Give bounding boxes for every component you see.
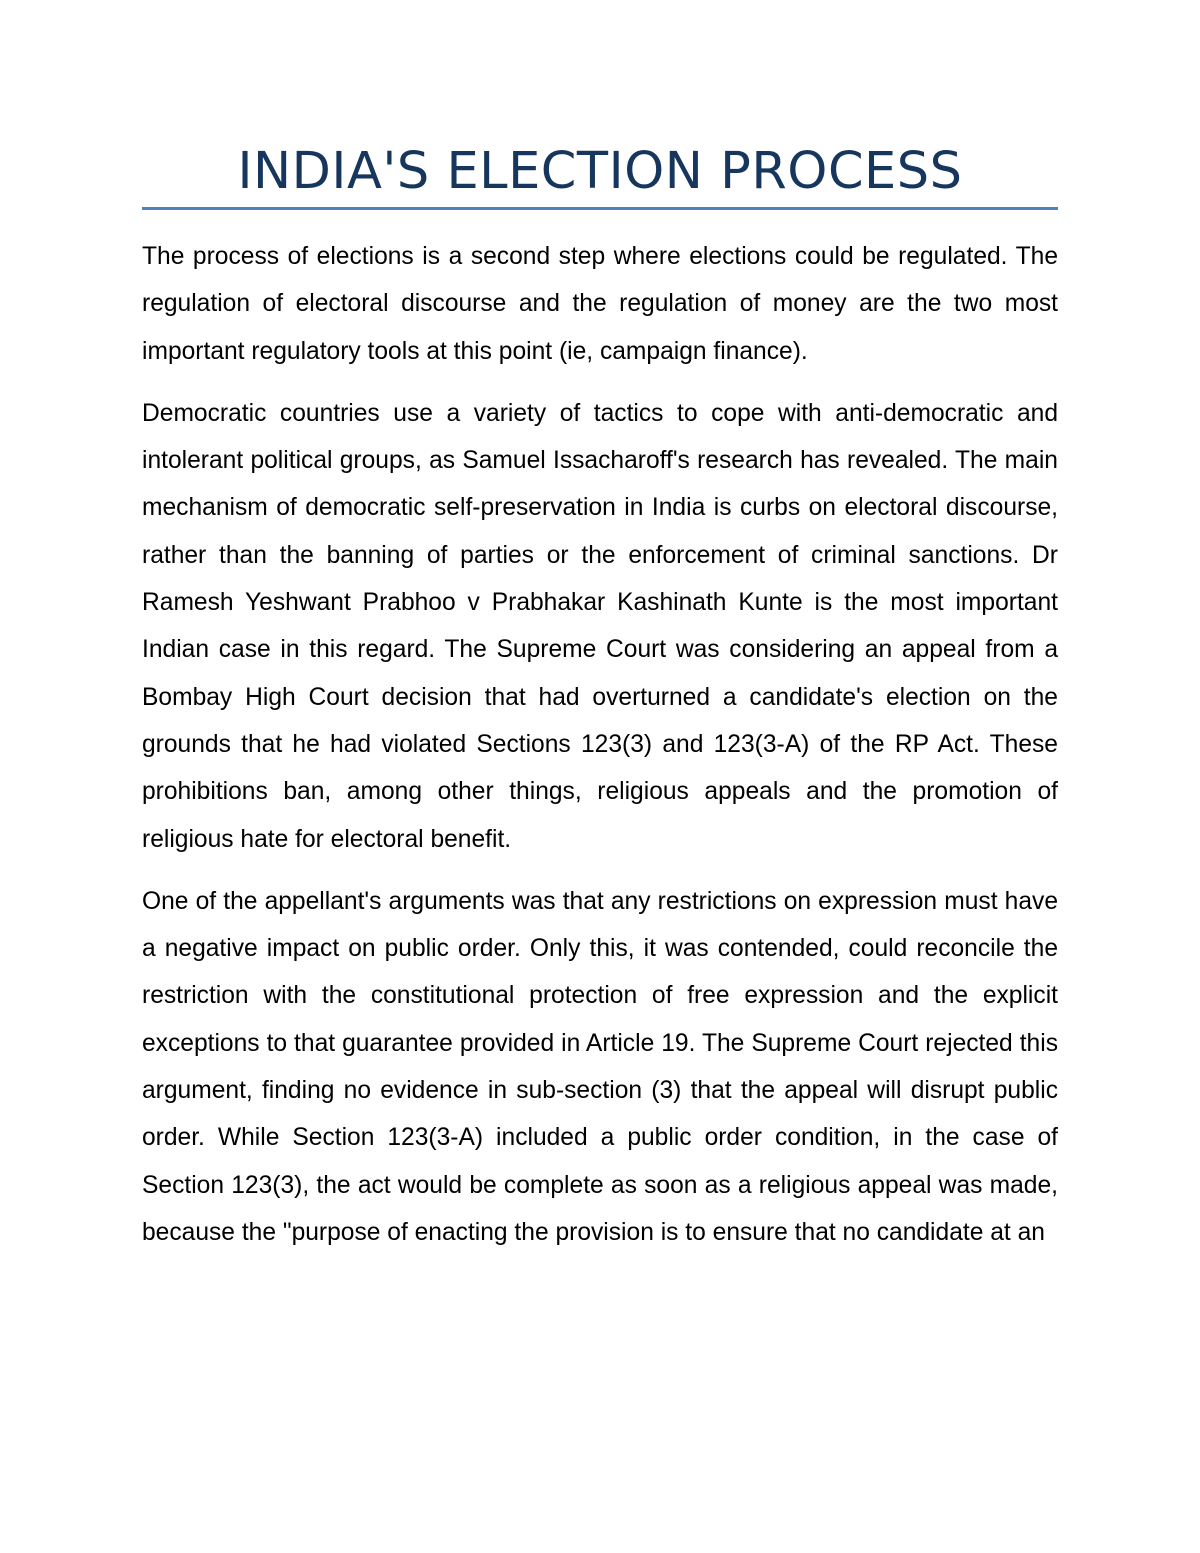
title-underline-rule <box>142 207 1058 210</box>
paragraph-democratic-self-preservation: Democratic countries use a variety of tactics to cope with anti-democratic and intolerant political groups, as Samuel Issacharoff's research has revealed. The main mechanism of democratic self-preservation in India is curbs on electoral discourse, rather than the banning of parties or the enforcement of criminal sanctions. Dr Ramesh Yeshwant Prabhoo v Prabhakar Kashinath Kunte is the most important Indian case in this regard. The Supreme Court was considering an appeal from a Bombay High Court decision that had overturned a candidate's election on the grounds that he had violated Sections 123(3) and 123(3-A) of the RP Act. These prohibitions ban, among other things, religious appeals and the promotion of religious hate for electoral benefit. <box>142 399 1058 853</box>
paragraph-election-regulation: The process of elections is a second step where elections could be regulated. The regulation of electoral discourse and the regulation of money are the two most important regulatory tools at this point (ie, campaign finance). <box>142 243 1058 365</box>
document-body <box>142 233 1058 1271</box>
page-title: INDIA'S ELECTION PROCESS <box>237 142 963 201</box>
paragraph-appellant-arguments: One of the appellant's arguments was that any restrictions on expression must have a negative impact on public order. Only this, it was contended, could reconcile the restriction with the constitutional protection of free expression and the explicit exceptions to that guarantee provided in Article 19. The Supreme Court rejected this argument, finding no evidence in sub-section (3) that the appeal will disrupt public order. While Section 123(3-A) included a public order condition, in the case of Section 123(3), the act would be complete as soon as a religious appeal was made, because the "purpose of enacting the provision is to ensure that no candidate at an <box>142 887 1058 1246</box>
